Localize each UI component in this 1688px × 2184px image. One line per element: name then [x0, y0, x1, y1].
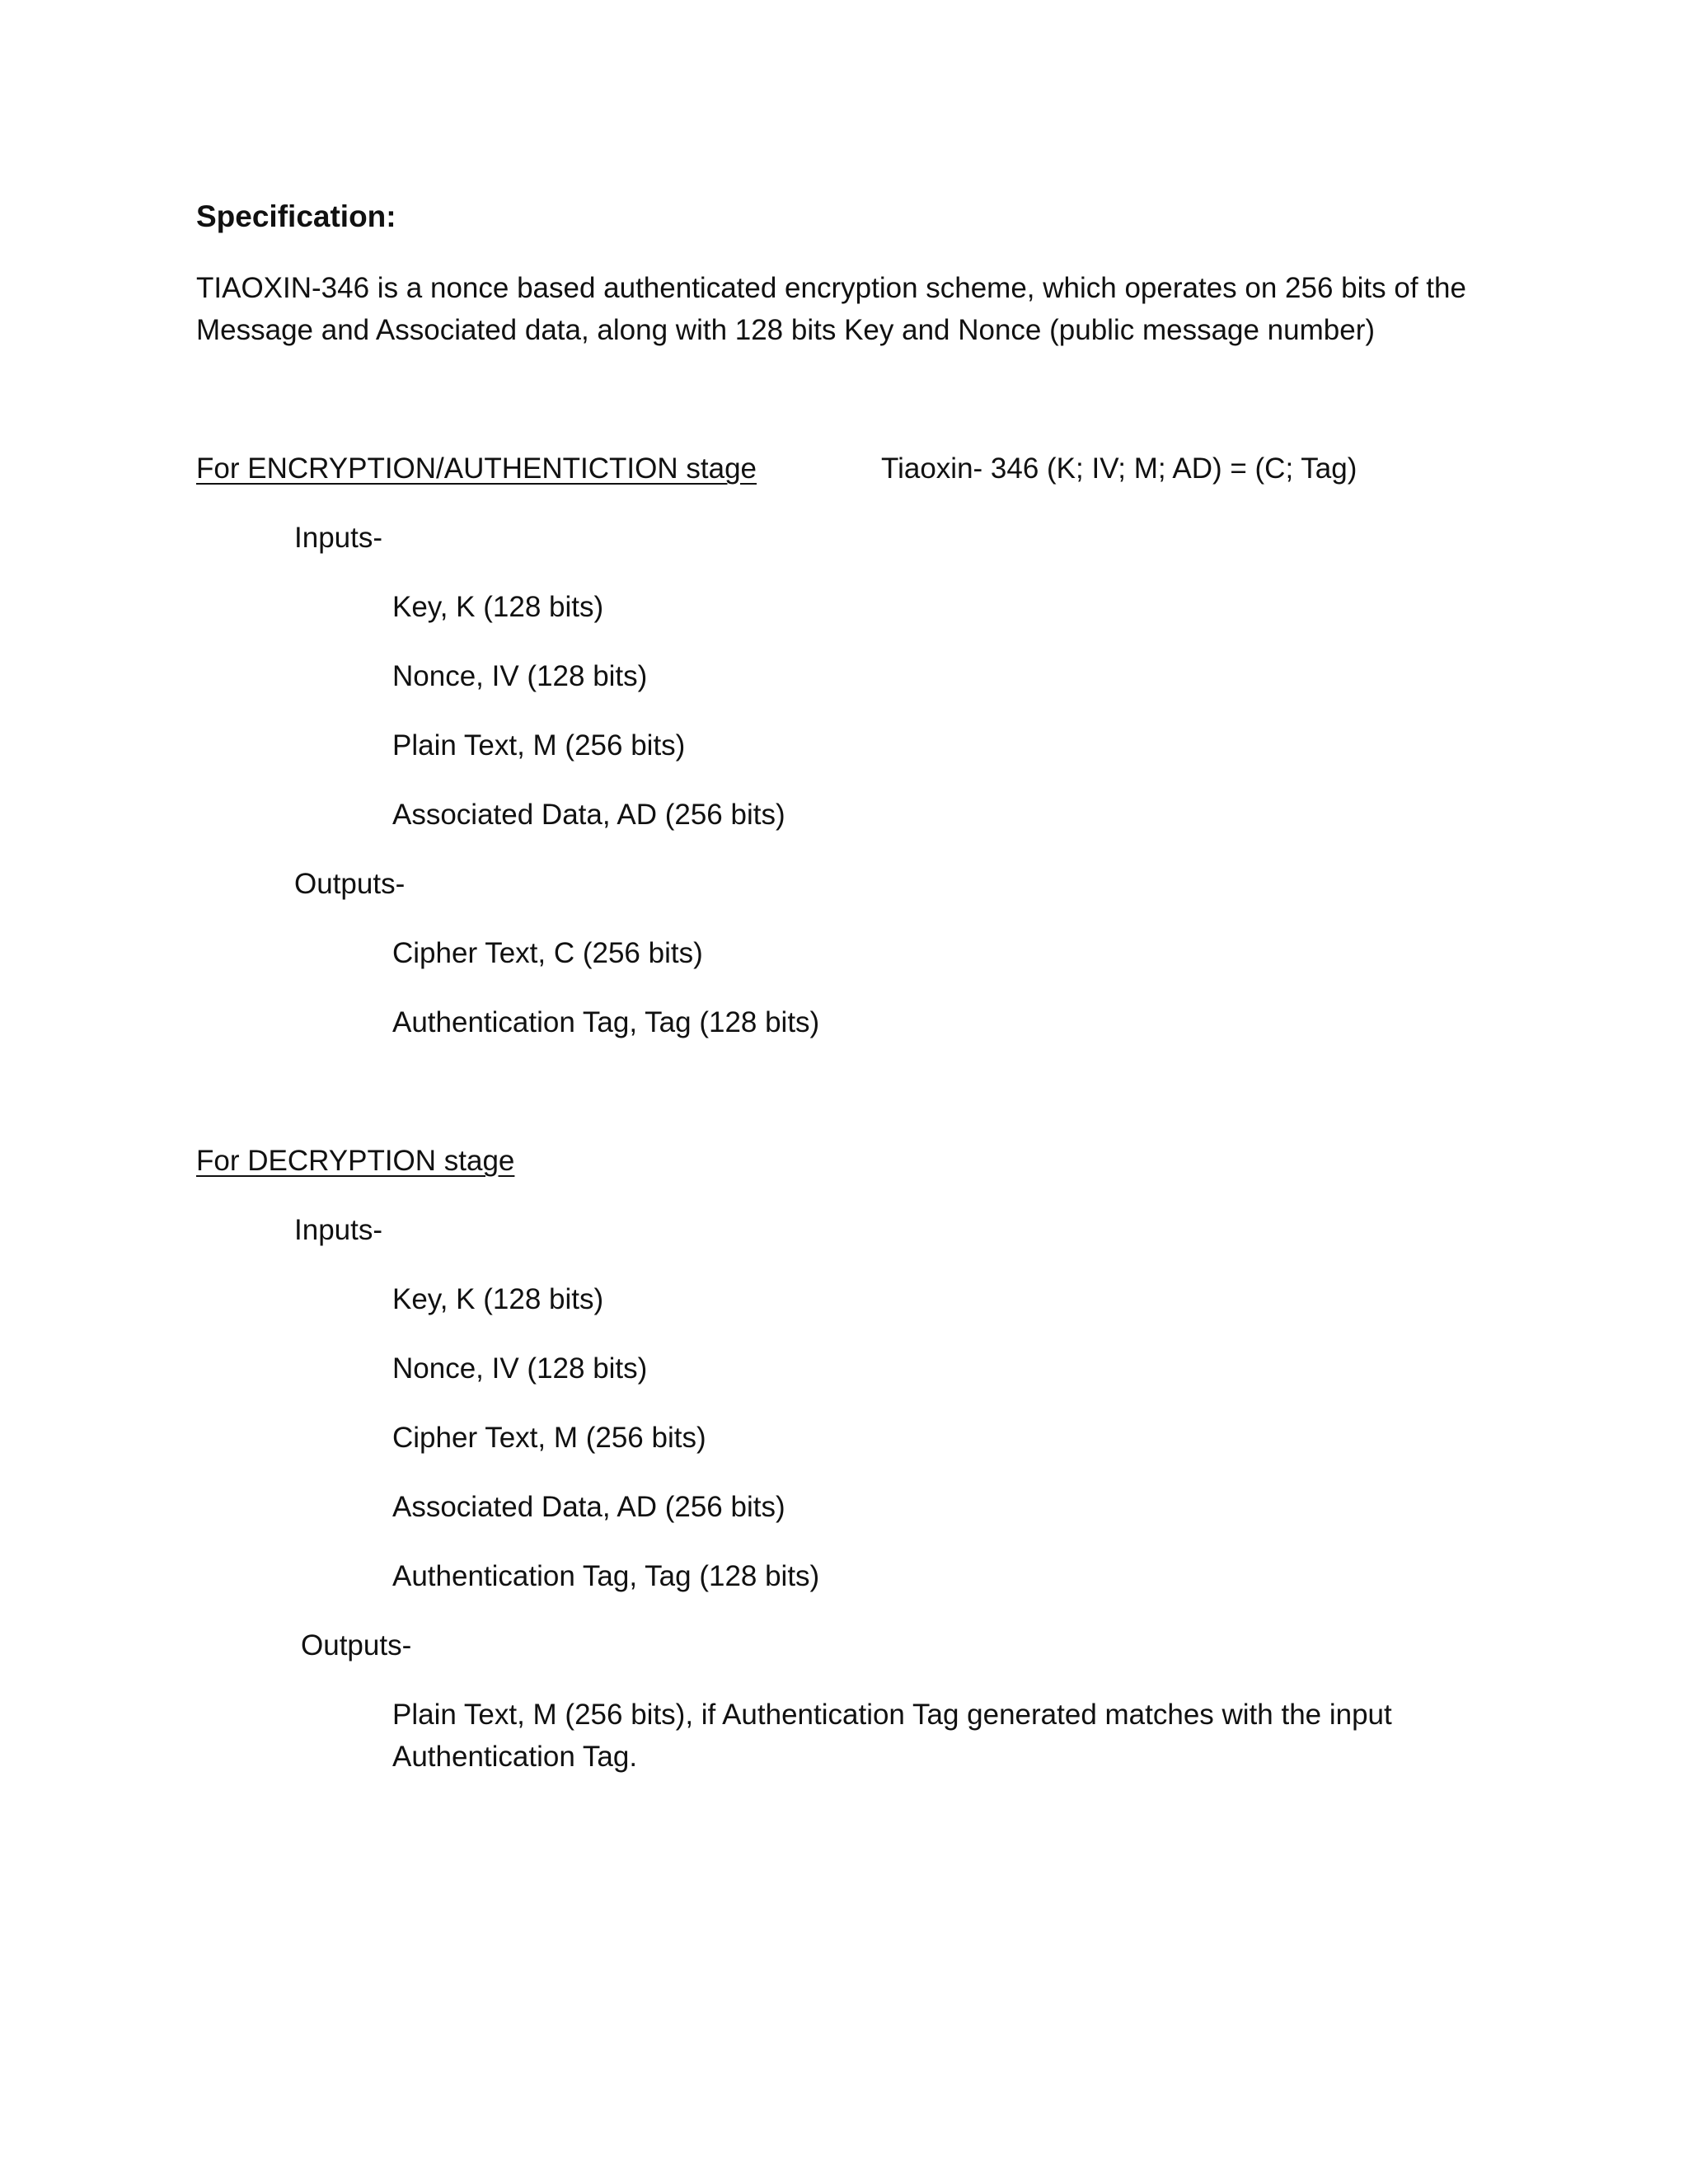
decryption-input-item: Cipher Text, M (256 bits) — [392, 1422, 706, 1454]
intro-line-2: Message and Associated data, along with 128 bits Key and Nonce (public message number) — [196, 314, 1376, 346]
encryption-outputs-label: Outputs- — [294, 868, 406, 900]
encryption-output-item: Cipher Text, C (256 bits) — [392, 937, 703, 969]
decryption-output-line-1: Plain Text, M (256 bits), if Authentication Tag generated matches with the input — [392, 1699, 1392, 1731]
encryption-input-item: Key, K (128 bits) — [392, 591, 604, 623]
encryption-section-title: For ENCRYPTION/AUTHENTICTION stage — [196, 452, 757, 485]
encryption-inputs-label: Inputs- — [294, 522, 382, 554]
decryption-output-line-2: Authentication Tag. — [392, 1741, 638, 1773]
encryption-input-item: Plain Text, M (256 bits) — [392, 729, 686, 762]
decryption-inputs-label: Inputs- — [294, 1214, 382, 1246]
encryption-input-item: Associated Data, AD (256 bits) — [392, 799, 785, 831]
spec-heading: Specification: — [196, 199, 396, 233]
decryption-input-item: Associated Data, AD (256 bits) — [392, 1491, 785, 1523]
decryption-outputs-label: Outputs- — [301, 1629, 412, 1661]
decryption-input-item: Authentication Tag, Tag (128 bits) — [392, 1560, 820, 1592]
decryption-input-item: Nonce, IV (128 bits) — [392, 1352, 648, 1385]
encryption-formula: Tiaoxin- 346 (K; IV; M; AD) = (C; Tag) — [881, 452, 1357, 485]
decryption-input-item: Key, K (128 bits) — [392, 1283, 604, 1315]
encryption-input-item: Nonce, IV (128 bits) — [392, 660, 648, 692]
intro-line-1: TIAOXIN-346 is a nonce based authenticated encryption scheme, which operates on 256 bits of the — [196, 272, 1466, 304]
encryption-output-item: Authentication Tag, Tag (128 bits) — [392, 1006, 820, 1038]
decryption-section-title: For DECRYPTION stage — [196, 1145, 515, 1177]
